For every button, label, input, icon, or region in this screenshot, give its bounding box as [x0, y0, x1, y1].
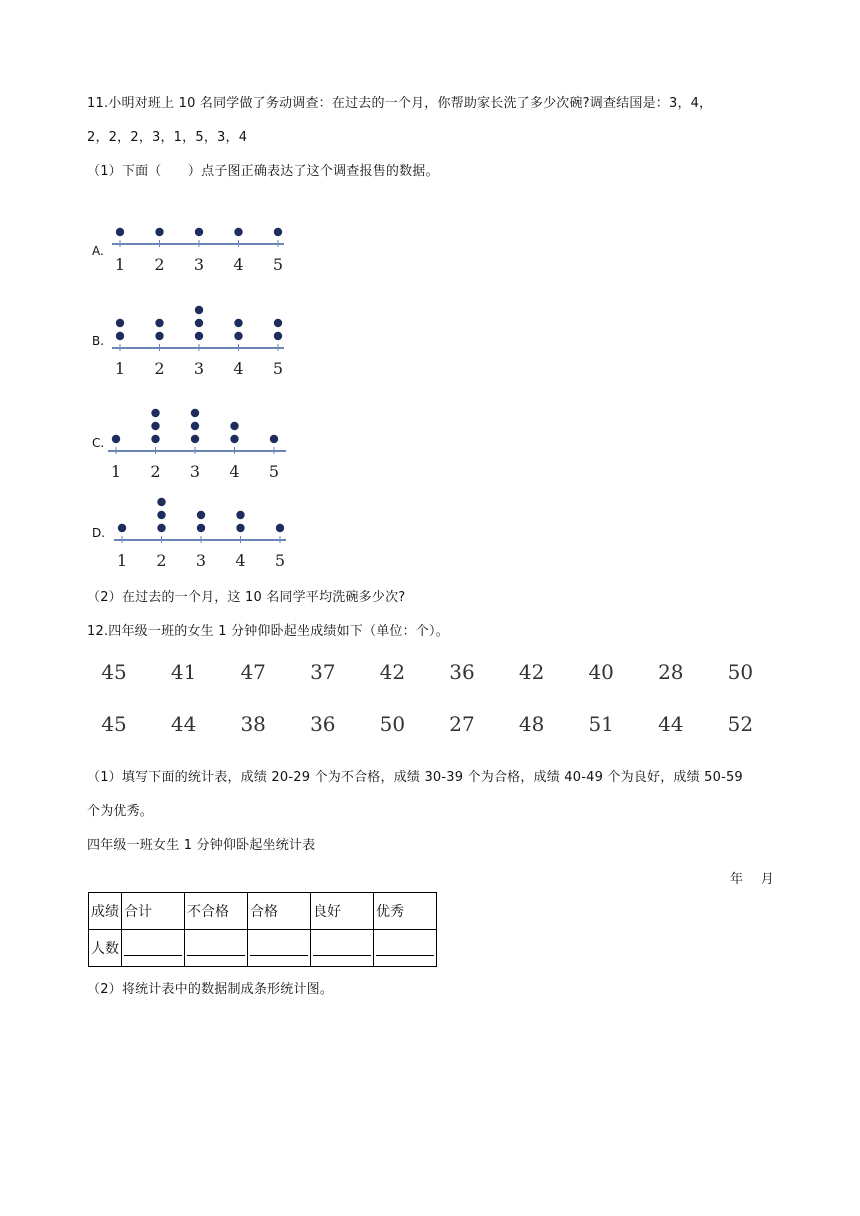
header-cell-excellent: 优秀	[374, 893, 437, 930]
blank-fail[interactable]	[185, 930, 248, 967]
data-dot	[236, 524, 244, 532]
option-c-label: C.	[92, 436, 105, 450]
tick-label: 2	[150, 462, 161, 481]
score-value: 47	[240, 660, 266, 684]
data-dot	[116, 319, 124, 327]
q12-sub2: （2）将统计表中的数据制成条形统计图。	[87, 982, 334, 997]
tick-label: 3	[193, 359, 205, 378]
score-value: 41	[170, 660, 197, 684]
header-cell-fail: 不合格	[185, 893, 248, 930]
tick-label: 4	[233, 359, 244, 378]
tick-label: 2	[154, 359, 165, 378]
data-dot	[274, 319, 282, 327]
date-text: 年 月	[730, 872, 774, 887]
data-dot	[151, 409, 159, 417]
table-title: 四年级一班女生 1 分钟仰卧起坐统计表	[87, 838, 316, 853]
data-dot	[195, 306, 203, 314]
q11-text-line1: 11.小明对班上 10 名同学做了务动调查：在过去的一个月，你帮助家长洗了多少次碗?调查结国是：3，4，	[87, 96, 713, 111]
score-value: 44	[658, 712, 684, 736]
blank-line[interactable]	[376, 937, 434, 956]
option-a-dotplot	[112, 222, 292, 278]
table-count-row	[89, 930, 437, 967]
q11-text-line2: 2，2，2，3，1，5，3，4	[87, 130, 248, 145]
header-cell-good: 良好	[311, 893, 374, 930]
tick-label: 3	[195, 551, 207, 570]
score-value: 40	[588, 660, 614, 684]
q12-sub1-line1: （1）填写下面的统计表，成绩 20-29 个为不合格，成绩 30-39 个为合格，成绩 40-49 个为良好，成绩 50-59	[87, 770, 743, 785]
row-label-count: 人数	[89, 930, 122, 967]
tick-label: 5	[272, 255, 284, 274]
score-value: 45	[101, 660, 127, 684]
table-header-row	[89, 893, 437, 930]
data-dot	[197, 511, 205, 519]
tick-label: 3	[193, 255, 205, 274]
tick-label: 4	[235, 551, 246, 570]
score-value: 52	[727, 712, 754, 736]
tick-label: 2	[154, 255, 165, 274]
data-dot	[157, 524, 165, 532]
data-dot	[116, 228, 124, 236]
blank-line[interactable]	[187, 937, 245, 956]
option-a-label: A.	[92, 244, 104, 258]
blank-good[interactable]	[311, 930, 374, 967]
data-dot	[270, 435, 278, 443]
header-cell-pass: 合格	[248, 893, 311, 930]
data-dot	[151, 422, 159, 430]
blank-line[interactable]	[313, 937, 371, 956]
data-dot	[195, 332, 203, 340]
header-cell-score: 成绩	[89, 893, 122, 930]
data-dot	[234, 332, 242, 340]
blank-total[interactable]	[122, 930, 185, 967]
score-value: 36	[449, 660, 475, 684]
tick-label: 5	[268, 462, 280, 481]
tick-label: 1	[114, 359, 126, 378]
data-dot	[234, 228, 242, 236]
data-dot	[230, 422, 238, 430]
score-value: 44	[170, 712, 197, 736]
score-value: 50	[727, 660, 754, 684]
score-value: 45	[101, 712, 127, 736]
tick-label: 5	[274, 551, 286, 570]
data-dot	[118, 524, 126, 532]
tick-label: 4	[233, 255, 244, 274]
header-cell-total: 合计	[122, 893, 185, 930]
tick-label: 2	[156, 551, 167, 570]
stats-table	[88, 892, 437, 967]
data-dot	[155, 319, 163, 327]
option-b-dotplot	[112, 300, 292, 382]
tick-label: 1	[116, 551, 128, 570]
tick-label: 5	[272, 359, 284, 378]
score-value: 37	[310, 660, 336, 684]
data-dot	[151, 435, 159, 443]
data-dot	[195, 319, 203, 327]
tick-label: 4	[229, 462, 240, 481]
score-value: 51	[588, 712, 614, 736]
data-dot	[276, 524, 284, 532]
score-value: 36	[310, 712, 336, 736]
data-dot	[236, 511, 244, 519]
data-dot	[197, 524, 205, 532]
data-dot	[155, 228, 163, 236]
score-value: 38	[240, 712, 266, 736]
score-value: 50	[379, 712, 406, 736]
score-value: 28	[658, 660, 684, 684]
score-value: 48	[518, 712, 545, 736]
data-dot	[234, 319, 242, 327]
data-dot	[274, 332, 282, 340]
score-value: 42	[518, 660, 545, 684]
option-d-dotplot	[114, 492, 294, 574]
q12-sub1-line2: 个为优秀。	[87, 804, 154, 819]
score-value: 42	[379, 660, 406, 684]
tick-label: 1	[114, 255, 126, 274]
data-dot	[155, 332, 163, 340]
tick-label: 1	[110, 462, 122, 481]
q12-text: 12.四年级一班的女生 1 分钟仰卧起坐成绩如下（单位：个）。	[87, 624, 449, 639]
data-dot	[157, 511, 165, 519]
option-c-dotplot	[108, 403, 294, 485]
option-b-label: B.	[92, 334, 105, 348]
blank-line[interactable]	[250, 937, 308, 956]
q11-sub1: （1）下面（ ）点子图正确表达了这个调查报售的数据。	[87, 164, 439, 179]
data-dot	[157, 498, 165, 506]
data-dot	[191, 409, 199, 417]
blank-line[interactable]	[124, 937, 182, 956]
data-dot	[274, 228, 282, 236]
blank-excellent[interactable]	[374, 930, 437, 967]
data-dot	[195, 228, 203, 236]
blank-pass[interactable]	[248, 930, 311, 967]
tick-label: 3	[189, 462, 201, 481]
option-d-label: D.	[92, 526, 106, 540]
data-dot	[191, 422, 199, 430]
score-value: 27	[449, 712, 475, 736]
data-dot	[230, 435, 238, 443]
data-dot	[191, 435, 199, 443]
q11-sub2: （2）在过去的一个月，这 10 名同学平均洗碗多少次?	[87, 590, 406, 605]
data-dot	[112, 435, 120, 443]
data-dot	[116, 332, 124, 340]
